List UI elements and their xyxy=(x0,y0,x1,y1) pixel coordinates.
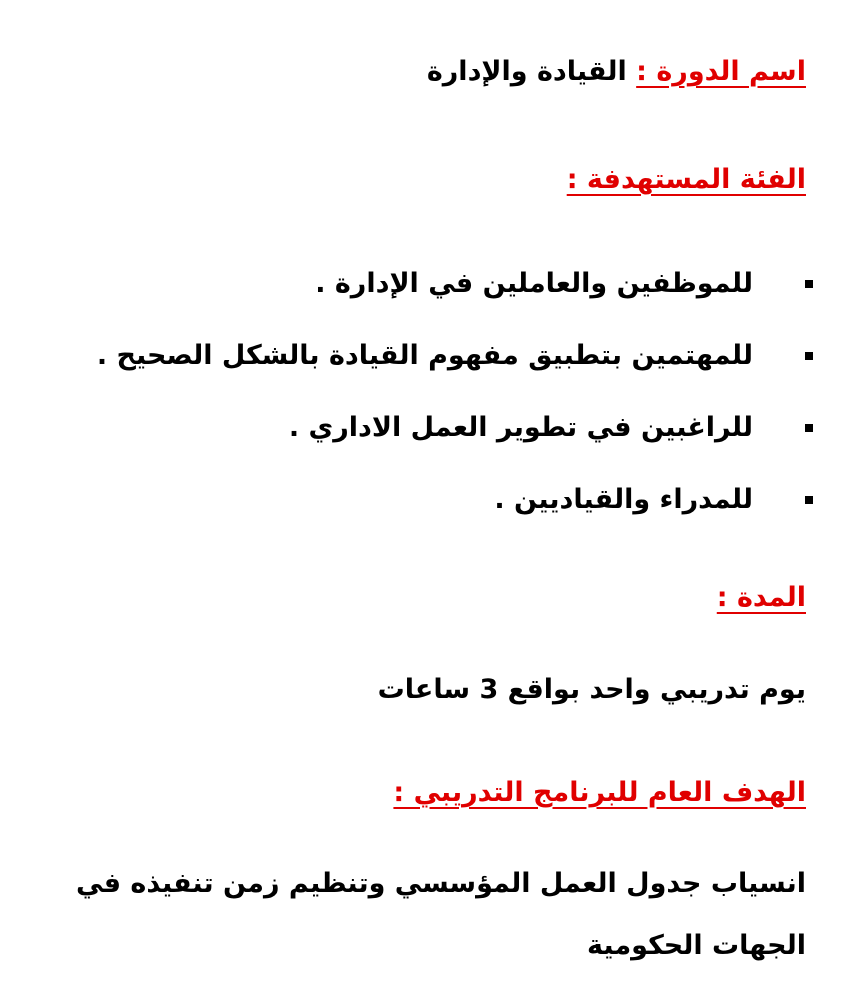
list-item-text: للمهتمين بتطبيق مفهوم القيادة بالشكل الصحيح . xyxy=(96,340,753,371)
course-name-line xyxy=(427,54,806,90)
list-item xyxy=(97,410,753,446)
list-item xyxy=(97,266,753,302)
list-item xyxy=(97,338,753,374)
target-audience-heading: الفئة المستهدفة : xyxy=(566,164,806,195)
duration-heading: المدة : xyxy=(716,582,806,613)
list-item-text: للمدراء والقياديين . xyxy=(494,484,753,515)
list-item-text: للموظفين والعاملين في الإدارة . xyxy=(315,268,753,299)
program-goal-heading: الهدف العام للبرنامج التدريبي : xyxy=(393,777,806,808)
target-audience-list xyxy=(97,266,753,554)
course-name-value: القيادة والإدارة xyxy=(426,56,627,87)
list-item xyxy=(97,482,753,518)
list-item-text: للراغبين في تطوير العمل الاداري . xyxy=(288,412,753,443)
square-bullet-icon xyxy=(805,352,813,360)
square-bullet-icon xyxy=(805,496,813,504)
duration-text: يوم تدريبي واحد بواقع 3 ساعات xyxy=(377,674,806,705)
program-goal-text-line-1: انسياب جدول العمل المؤسسي وتنظيم زمن تنفيذه في xyxy=(76,868,806,899)
course-name-label: اسم الدورة : xyxy=(636,56,806,87)
program-goal-text-line-2: الجهات الحكومية xyxy=(587,930,806,961)
square-bullet-icon xyxy=(805,424,813,432)
square-bullet-icon xyxy=(805,280,813,288)
